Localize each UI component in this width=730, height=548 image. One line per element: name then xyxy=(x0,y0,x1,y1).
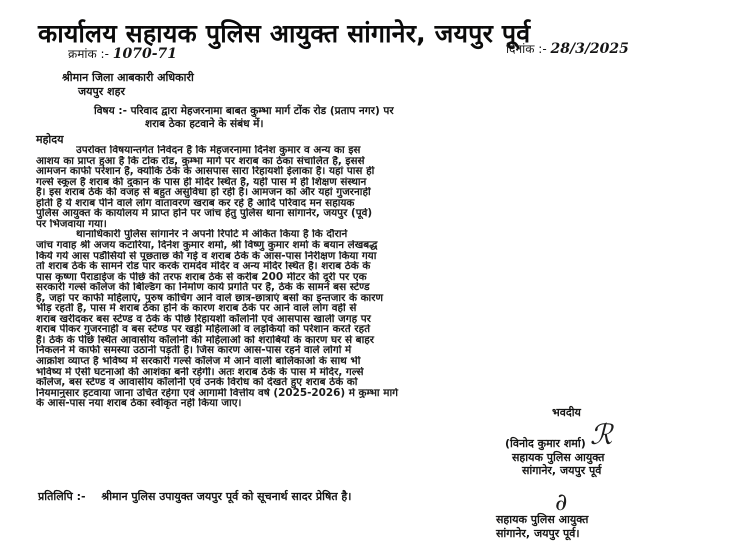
body-line: सरकारी गर्ल्स कॉलेज की बिल्डिंग का निर्माण कार्य प्रगति पर है, ठेके के सामने बस स्टेण्ड xyxy=(36,282,370,293)
signatory-designation: सहायक पुलिस आयुक्त xyxy=(512,451,605,464)
letter-date xyxy=(506,40,629,57)
body-line: निकलने में काफी समस्या उठानी पड़ती है। जिस कारण आस-पास रहने वाले लोगों में xyxy=(36,345,352,357)
body-line: शराब खरीदकर बस स्टेण्ड व ठेके के पीछे रिहायशी कॉलोनी एवं आसपास खाली जगह पर xyxy=(36,313,371,325)
footer-signature-mark: ∂ xyxy=(555,488,568,516)
salutation: महोदय xyxy=(36,133,64,146)
body-line: होती है ये शराब पीने वाले लोग वातावरण खराब कर रहे हैं आदि परिवाद मन सहायक xyxy=(36,197,355,209)
body-line: जांच गवाह श्री अजय कटारिया, दिनेश कुमार शर्मा, श्री विष्णु कुमार शर्मा के बयान लेखबद्ध xyxy=(36,239,378,251)
body-line: थानाधिकारी पुलिस सांगानेर ने अपनी रिपोर्ट में अंकित किया है कि दौराने xyxy=(76,229,348,240)
reference-number xyxy=(68,45,177,62)
copy-text: श्रीमान पुलिस उपायुक्त जयपुर पूर्व को सूचनार्थ सादर प्रेषित है। xyxy=(101,490,352,503)
body-line: तो शराब ठेके के सामने रोड पार करके रामदेव मंदिर व अन्य मंदिर स्थित है। शराब ठेके के xyxy=(36,261,371,272)
body-line: पुलिस आयुक्त के कार्यालय में प्राप्त होने पर जांच हेतु पुलिस थाना सांगानेर, जयपुर (पूर्व) xyxy=(36,208,373,219)
signatory-name: (विनोद कुमार शर्मा) xyxy=(505,437,586,450)
signatory-place: सांगानेर, जयपुर पूर्व xyxy=(522,464,602,477)
body-line: है। इस शराब ठेके की वजह से बहुत असुविधा हो रही है। आमजन को और यहां गुजरनाहीं xyxy=(36,187,371,198)
subject-line2: शराब ठेका हटवाने के संबंध में। xyxy=(145,118,264,130)
copy-label: प्रतिलिपि :- xyxy=(38,490,86,503)
body-line: पास कृष्णा पैराडाईज के पीछे की तरफ शराब ठेके से करीब 200 मीटर की दूरी पर एक xyxy=(36,271,367,283)
body-line: भीड़ रहती है, पास में शराब ठेका होने के कारण शराब ठेके पर आने वाले लोग वहीं से xyxy=(36,303,357,314)
body-line: हैं। ठेके के पीछे स्थित आवासीय कॉलोनी की महिलाओं को शराबियों के कारण घर से बाहर xyxy=(36,334,375,346)
footer-place: सांगानेर, जयपुर पूर्व। xyxy=(496,527,580,540)
body-line: है, जहां पर काफी महिलाएं, पुरुष कोचिंग आने वाले छात्र-छात्राएं बसों का इन्तजार के कारण xyxy=(36,292,384,304)
body-line: किये गये आस पडौसियों से पूछताछ की गई व शराब ठेके के आस-पास निरीक्षण किया गया xyxy=(36,250,377,262)
addressee-line1: श्रीमान जिला आबकारी अधिकारी xyxy=(62,71,194,84)
body-line: आशय का प्राप्त हुआ है कि टोंक रोड, कुम्भा मार्ग पर शराब का ठेका संचालित है, इससे xyxy=(36,155,365,167)
body-line: उपरोक्त विषयान्तर्गत निवेदन है कि मेहजरनामा दिनेश कुमार व अन्य का इस xyxy=(76,145,361,156)
addressee-line2: जयपुर शहर xyxy=(78,85,125,98)
signature-mark: ℛ xyxy=(590,418,613,451)
body-line: के आस-पास नया शराब ठेका स्वीकृत नहीं किया जाए। xyxy=(36,398,242,409)
copy-line xyxy=(38,489,351,504)
body-line: गर्ल्स स्कूल है शराब की दुकान के पास ही मंदिर स्थित है, यहीं पास में ही शिक्षण संस्थान xyxy=(36,176,367,188)
body-line: नियमानुसार हटवाया जाना उचित रहेगा एवं आगामी वित्तीय वर्ष (2025-2026) में कुम्भा मार्ग xyxy=(36,387,398,399)
office-title: कार्यालय सहायक पुलिस आयुक्त सांगानेर, जयपुर पूर्व xyxy=(38,19,531,48)
body-line: कॉलेज, बस स्टेण्ड व आवासीय कॉलोनी एवं उनके विरोध को देखते हुए शराब ठेके को xyxy=(36,377,358,388)
footer-designation: सहायक पुलिस आयुक्त xyxy=(496,513,589,526)
body-line: शराब पीकर गुजरनाहीं व बस स्टेण्ड पर खड़ी महिलाओं व लड़कियों को परेशान करते रहते xyxy=(36,324,371,335)
ref-value: 1070-71 xyxy=(112,46,177,62)
body-line: भविष्य में ऐसी घटनाओं की आशंका बनी रहेगी। अतः शराब ठेके के पास में मंदिर, गर्ल्स xyxy=(36,366,364,378)
closing-yours: भवदीय xyxy=(552,406,581,419)
body-line: पर भिजवाया गया। xyxy=(36,218,107,230)
date-value: 28/3/2025 xyxy=(550,41,629,57)
body-line: आक्रोश व्याप्त है भविष्य में सरकारी गर्ल्स कॉलेज में आने वाली बालिकाओं के साथ भी xyxy=(36,356,361,367)
subject-line1: विषय :- परिवाद द्वारा मेहजरनामा बाबत कुम्भा मार्ग टोंक रोड (प्रताप नगर) पर xyxy=(94,105,394,117)
ref-label: क्रमांक :- xyxy=(68,47,109,61)
body-line: आमजन काफी परेशान है, क्योंकि ठेके के आसपास सारा रिहायशी ईलाका है। यहां पास ही xyxy=(36,166,375,177)
date-label: दिनांक :- xyxy=(506,42,547,56)
